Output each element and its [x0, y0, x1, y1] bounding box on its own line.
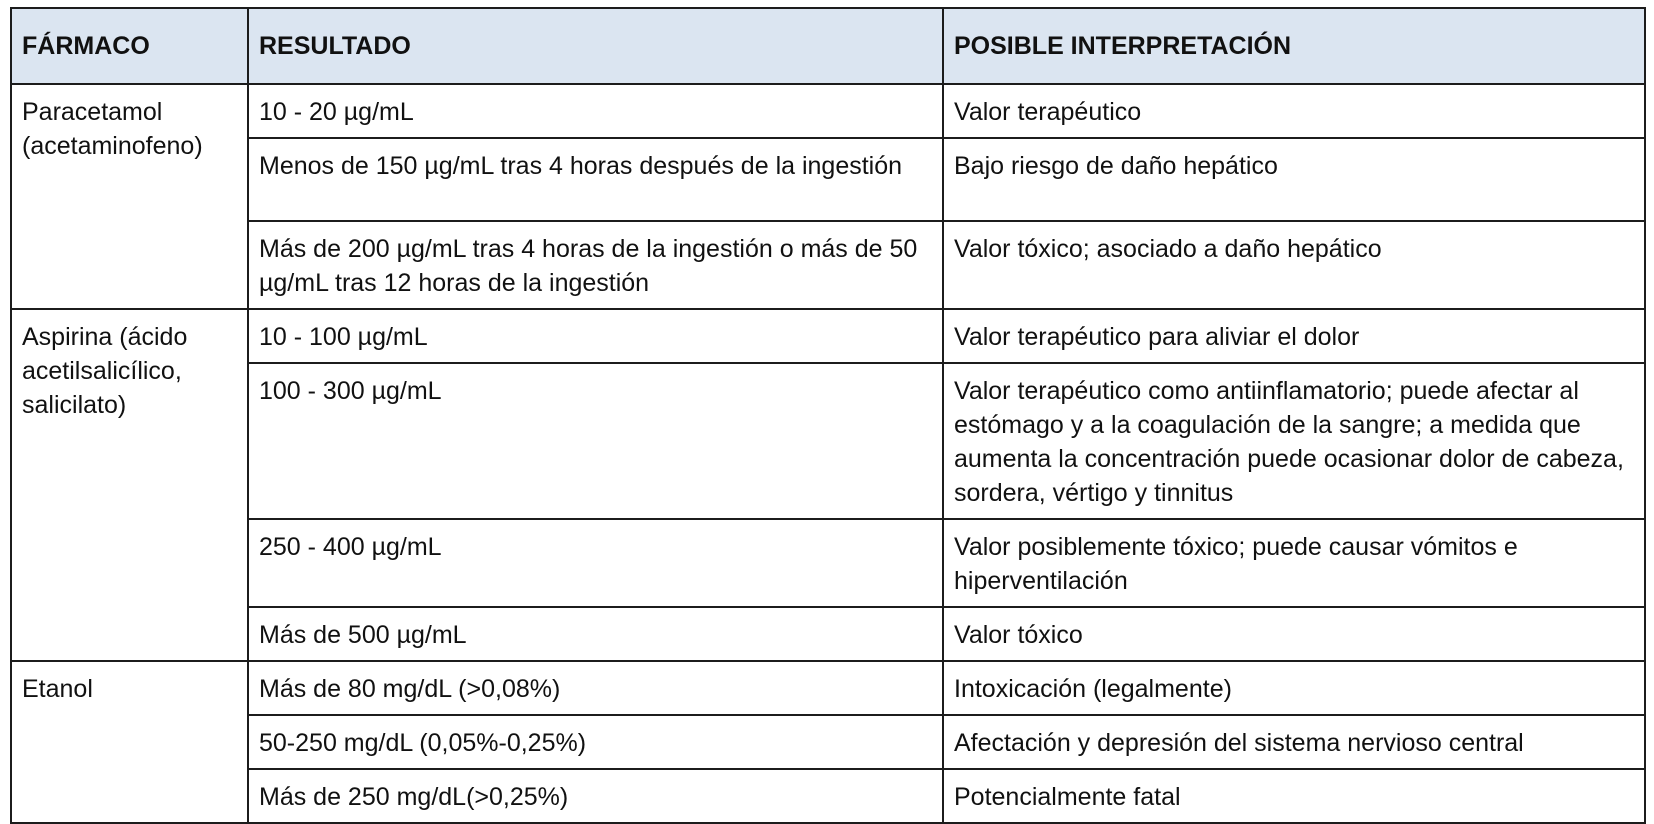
header-farmaco: FÁRMACO: [11, 8, 248, 84]
interpretation-cell: Valor terapéutico para aliviar el dolor: [943, 309, 1645, 363]
table-row: [11, 84, 1645, 138]
interpretation-cell: Valor tóxico: [943, 607, 1645, 661]
interpretation-cell: Valor terapéutico como antiinflamatorio; puede afectar al estómago y a la coagulación de la sangre; a medida que aumenta la concentración puede ocasionar dolor de cabeza, sordera, vértigo y tinnitus: [943, 363, 1645, 519]
result-cell: 100 - 300 µg/mL: [248, 363, 943, 519]
result-cell: 250 - 400 µg/mL: [248, 519, 943, 607]
table-row: [11, 769, 1645, 823]
drug-levels-table: [10, 7, 1646, 824]
result-cell: Más de 200 µg/mL tras 4 horas de la ingestión o más de 50 µg/mL tras 12 horas de la ingestión: [248, 221, 943, 309]
drug-cell-etanol: Etanol: [11, 661, 248, 823]
result-cell: Más de 500 µg/mL: [248, 607, 943, 661]
header-resultado: RESULTADO: [248, 8, 943, 84]
drug-cell-aspirina: Aspirina (ácido acetilsalicílico, salicilato): [11, 309, 248, 661]
interpretation-cell: Valor posiblemente tóxico; puede causar vómitos e hiperventilación: [943, 519, 1645, 607]
table-body: [11, 84, 1645, 823]
table-row: [11, 607, 1645, 661]
result-cell: 10 - 20 µg/mL: [248, 84, 943, 138]
table-row: [11, 519, 1645, 607]
table-row: [11, 138, 1645, 221]
interpretation-cell: Valor terapéutico: [943, 84, 1645, 138]
interpretation-cell: Afectación y depresión del sistema nervioso central: [943, 715, 1645, 769]
table-row: [11, 221, 1645, 309]
header-interpretacion: POSIBLE INTERPRETACIÓN: [943, 8, 1645, 84]
table-row: [11, 715, 1645, 769]
interpretation-cell: Valor tóxico; asociado a daño hepático: [943, 221, 1645, 309]
result-cell: Menos de 150 µg/mL tras 4 horas después de la ingestión: [248, 138, 943, 221]
table-row: [11, 363, 1645, 519]
interpretation-cell: Bajo riesgo de daño hepático: [943, 138, 1645, 221]
result-cell: 50-250 mg/dL (0,05%-0,25%): [248, 715, 943, 769]
result-cell: Más de 250 mg/dL(>0,25%): [248, 769, 943, 823]
drug-cell-paracetamol: Paracetamol (acetaminofeno): [11, 84, 248, 309]
table-row: [11, 661, 1645, 715]
interpretation-cell: Intoxicación (legalmente): [943, 661, 1645, 715]
header-row: [11, 8, 1645, 84]
table-header: [11, 8, 1645, 84]
table-row: [11, 309, 1645, 363]
result-cell: 10 - 100 µg/mL: [248, 309, 943, 363]
result-cell: Más de 80 mg/dL (>0,08%): [248, 661, 943, 715]
interpretation-cell: Potencialmente fatal: [943, 769, 1645, 823]
